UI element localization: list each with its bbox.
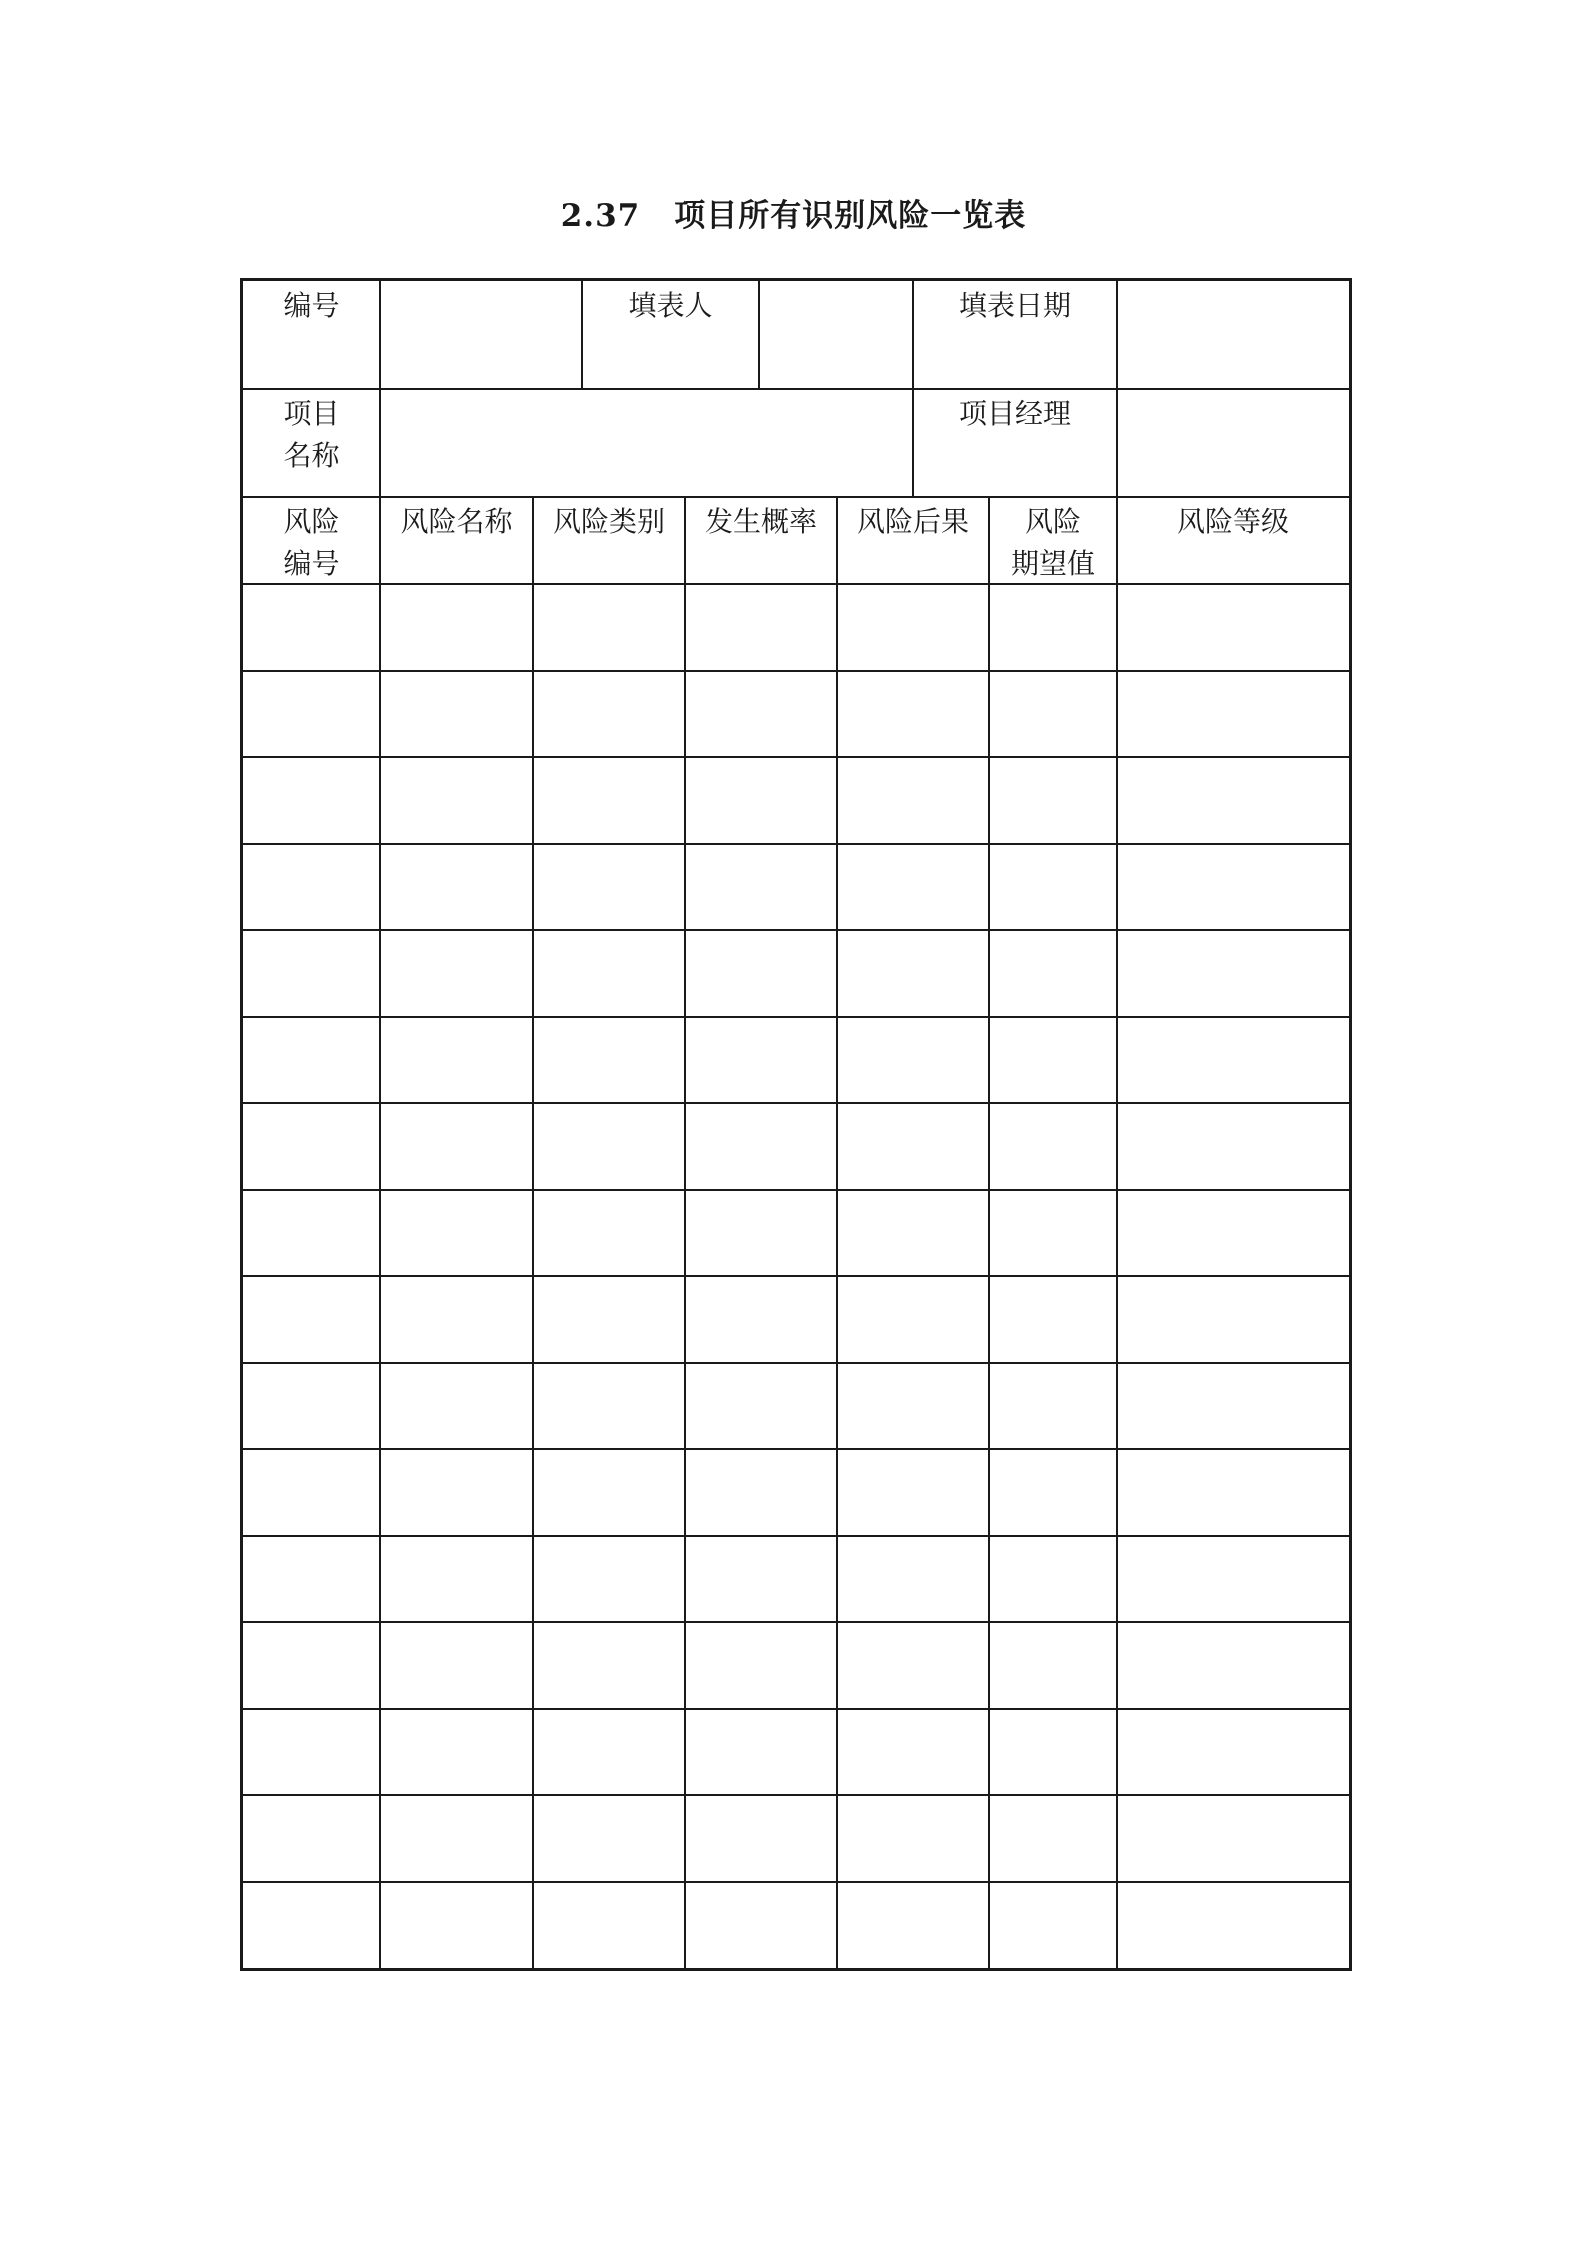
table-cell[interactable] [533,1103,685,1190]
table-cell[interactable] [1117,1363,1349,1450]
table-cell[interactable] [1117,1795,1349,1882]
table-cell[interactable] [380,1363,533,1450]
table-cell[interactable] [533,584,685,671]
table-cell[interactable] [380,1017,533,1104]
table-cell[interactable] [989,930,1117,1017]
table-cell[interactable] [685,844,837,931]
row-divider [243,1881,1349,1883]
number-label: 编号 [283,289,340,322]
table-cell[interactable] [685,1449,837,1536]
table-cell[interactable] [380,671,533,758]
row-divider [243,929,1349,931]
table-cell[interactable] [1117,1622,1349,1709]
table-cell[interactable] [837,930,989,1017]
table-cell[interactable] [685,1276,837,1363]
table-cell[interactable] [380,1536,533,1623]
table-cell[interactable] [243,671,380,758]
divider [758,281,760,389]
table-cell[interactable] [380,1709,533,1796]
table-cell[interactable] [380,584,533,671]
column-header [380,497,533,584]
table-cell[interactable] [243,1017,380,1104]
table-cell[interactable] [1117,1709,1349,1796]
table-cell[interactable] [243,1363,380,1450]
table-cell[interactable] [243,930,380,1017]
table-cell[interactable] [243,844,380,931]
fill-date-field[interactable] [1117,281,1349,389]
table-cell[interactable] [837,1795,989,1882]
table-cell[interactable] [1117,1103,1349,1190]
table-cell[interactable] [989,1276,1117,1363]
row-divider [243,670,1349,672]
table-cell[interactable] [989,1622,1117,1709]
table-cell[interactable] [1117,844,1349,931]
row-divider [243,1621,1349,1623]
table-cell[interactable] [989,844,1117,931]
row-divider [243,1794,1349,1796]
row-divider [243,756,1349,758]
divider [243,388,1349,390]
table-cell[interactable] [685,1882,837,1969]
column-header [533,497,685,584]
table-cell[interactable] [533,1363,685,1450]
table-cell[interactable] [989,1449,1117,1536]
divider [1116,281,1118,1968]
table-cell[interactable] [685,1103,837,1190]
filler-label: 填表人 [628,289,713,322]
row-divider [243,1535,1349,1537]
table-cell[interactable] [685,1190,837,1277]
title-text: 项目所有识别风险一览表 [674,198,1027,234]
table-cell[interactable] [533,1190,685,1277]
table-cell[interactable] [533,671,685,758]
table-cell[interactable] [243,1103,380,1190]
table-cell[interactable] [837,1536,989,1623]
column-header [837,497,989,584]
page-title [0,190,1587,235]
table-cell[interactable] [533,1709,685,1796]
project-manager-field[interactable] [1117,389,1349,497]
table-cell[interactable] [989,671,1117,758]
table-cell[interactable] [685,671,837,758]
table-cell[interactable] [380,1622,533,1709]
table-cell[interactable] [243,1622,380,1709]
table-cell[interactable] [380,930,533,1017]
row-divider [243,1275,1349,1277]
table-cell[interactable] [243,1536,380,1623]
table-cell[interactable] [837,584,989,671]
table-cell[interactable] [837,1103,989,1190]
column-divider [836,497,838,1968]
table-cell[interactable] [380,757,533,844]
table-cell[interactable] [380,1276,533,1363]
table-cell[interactable] [685,584,837,671]
column-header-line: 期望值 [1010,547,1095,580]
filler-field[interactable] [759,281,913,389]
table-cell[interactable] [685,757,837,844]
number-field[interactable] [380,281,582,389]
table-cell[interactable] [1117,1882,1349,1969]
table-cell[interactable] [1117,930,1349,1017]
table-cell[interactable] [685,930,837,1017]
table-cell[interactable] [1117,1276,1349,1363]
table-cell[interactable] [380,1449,533,1536]
table-cell[interactable] [380,844,533,931]
row-divider [243,1016,1349,1018]
column-header [243,497,380,584]
table-cell[interactable] [533,757,685,844]
table-cell[interactable] [533,1622,685,1709]
table-cell[interactable] [989,584,1117,671]
column-header [1117,497,1349,584]
table-cell[interactable] [243,1276,380,1363]
column-header-line: 发生概率 [704,505,817,538]
table-cell[interactable] [837,1017,989,1104]
table-cell[interactable] [243,1795,380,1882]
table-cell[interactable] [685,1622,837,1709]
column-header-line: 风险 [283,505,340,538]
table-cell[interactable] [685,1536,837,1623]
table-cell[interactable] [533,1276,685,1363]
table-cell[interactable] [1117,757,1349,844]
table-cell[interactable] [837,1276,989,1363]
project-name-label-line-2: 名称 [283,439,340,472]
table-cell[interactable] [837,844,989,931]
project-name-label-line-1: 项目 [283,397,340,430]
table-cell[interactable] [533,1795,685,1882]
column-header [685,497,837,584]
table-cell[interactable] [837,1363,989,1450]
table-cell[interactable] [837,1709,989,1796]
table-cell[interactable] [685,1363,837,1450]
table-cell[interactable] [533,1536,685,1623]
table-cell[interactable] [685,1709,837,1796]
table-cell[interactable] [989,1103,1117,1190]
table-cell[interactable] [989,1795,1117,1882]
divider [581,281,583,389]
table-cell[interactable] [837,1882,989,1969]
divider [912,281,914,497]
table-cell[interactable] [837,1622,989,1709]
column-divider [988,497,990,1968]
row-divider [243,1448,1349,1450]
table-cell[interactable] [380,1103,533,1190]
column-divider [532,497,534,1968]
table-cell[interactable] [243,1882,380,1969]
table-cell[interactable] [1117,671,1349,758]
table-cell[interactable] [243,1449,380,1536]
column-header-line: 风险类别 [552,505,665,538]
table-cell[interactable] [989,1882,1117,1969]
table-cell[interactable] [533,1449,685,1536]
table-cell[interactable] [837,671,989,758]
table-cell[interactable] [685,1017,837,1104]
row-divider [243,583,1349,585]
table-cell[interactable] [989,757,1117,844]
fill-date-label: 填表日期 [958,289,1071,322]
column-header-line: 编号 [283,547,340,580]
table-cell[interactable] [533,1017,685,1104]
row-divider [243,1362,1349,1364]
risk-register-table [240,278,1352,1971]
table-cell[interactable] [380,1882,533,1969]
column-divider [684,497,686,1968]
table-cell[interactable] [243,584,380,671]
table-cell[interactable] [243,1190,380,1277]
table-cell[interactable] [533,844,685,931]
project-manager-label: 项目经理 [958,397,1071,430]
row-divider [243,1102,1349,1104]
table-cell[interactable] [989,1017,1117,1104]
table-cell[interactable] [1117,1536,1349,1623]
table-cell[interactable] [243,1709,380,1796]
divider [379,281,381,1968]
table-cell[interactable] [1117,584,1349,671]
column-header-line: 风险等级 [1176,505,1289,538]
table-cell[interactable] [837,1190,989,1277]
table-cell[interactable] [837,1449,989,1536]
project-name-field[interactable] [380,389,913,497]
table-cell[interactable] [533,930,685,1017]
row-divider [243,843,1349,845]
table-cell[interactable] [1117,1449,1349,1536]
row-divider [243,1189,1349,1191]
table-cell[interactable] [989,1190,1117,1277]
column-header-line: 风险名称 [400,505,513,538]
table-cell[interactable] [989,1536,1117,1623]
table-cell[interactable] [533,1882,685,1969]
table-cell[interactable] [1117,1017,1349,1104]
project-name-label [243,389,380,497]
table-cell[interactable] [380,1190,533,1277]
table-cell[interactable] [243,757,380,844]
table-cell[interactable] [685,1795,837,1882]
table-cell[interactable] [380,1795,533,1882]
title-number: 2.37 [560,198,641,234]
column-header-line: 风险 [1024,505,1081,538]
table-cell[interactable] [989,1363,1117,1450]
row-divider [243,1708,1349,1710]
table-cell[interactable] [989,1709,1117,1796]
table-cell[interactable] [1117,1190,1349,1277]
column-header [989,497,1117,584]
divider [243,496,1349,498]
table-cell[interactable] [837,757,989,844]
column-header-line: 风险后果 [856,505,969,538]
